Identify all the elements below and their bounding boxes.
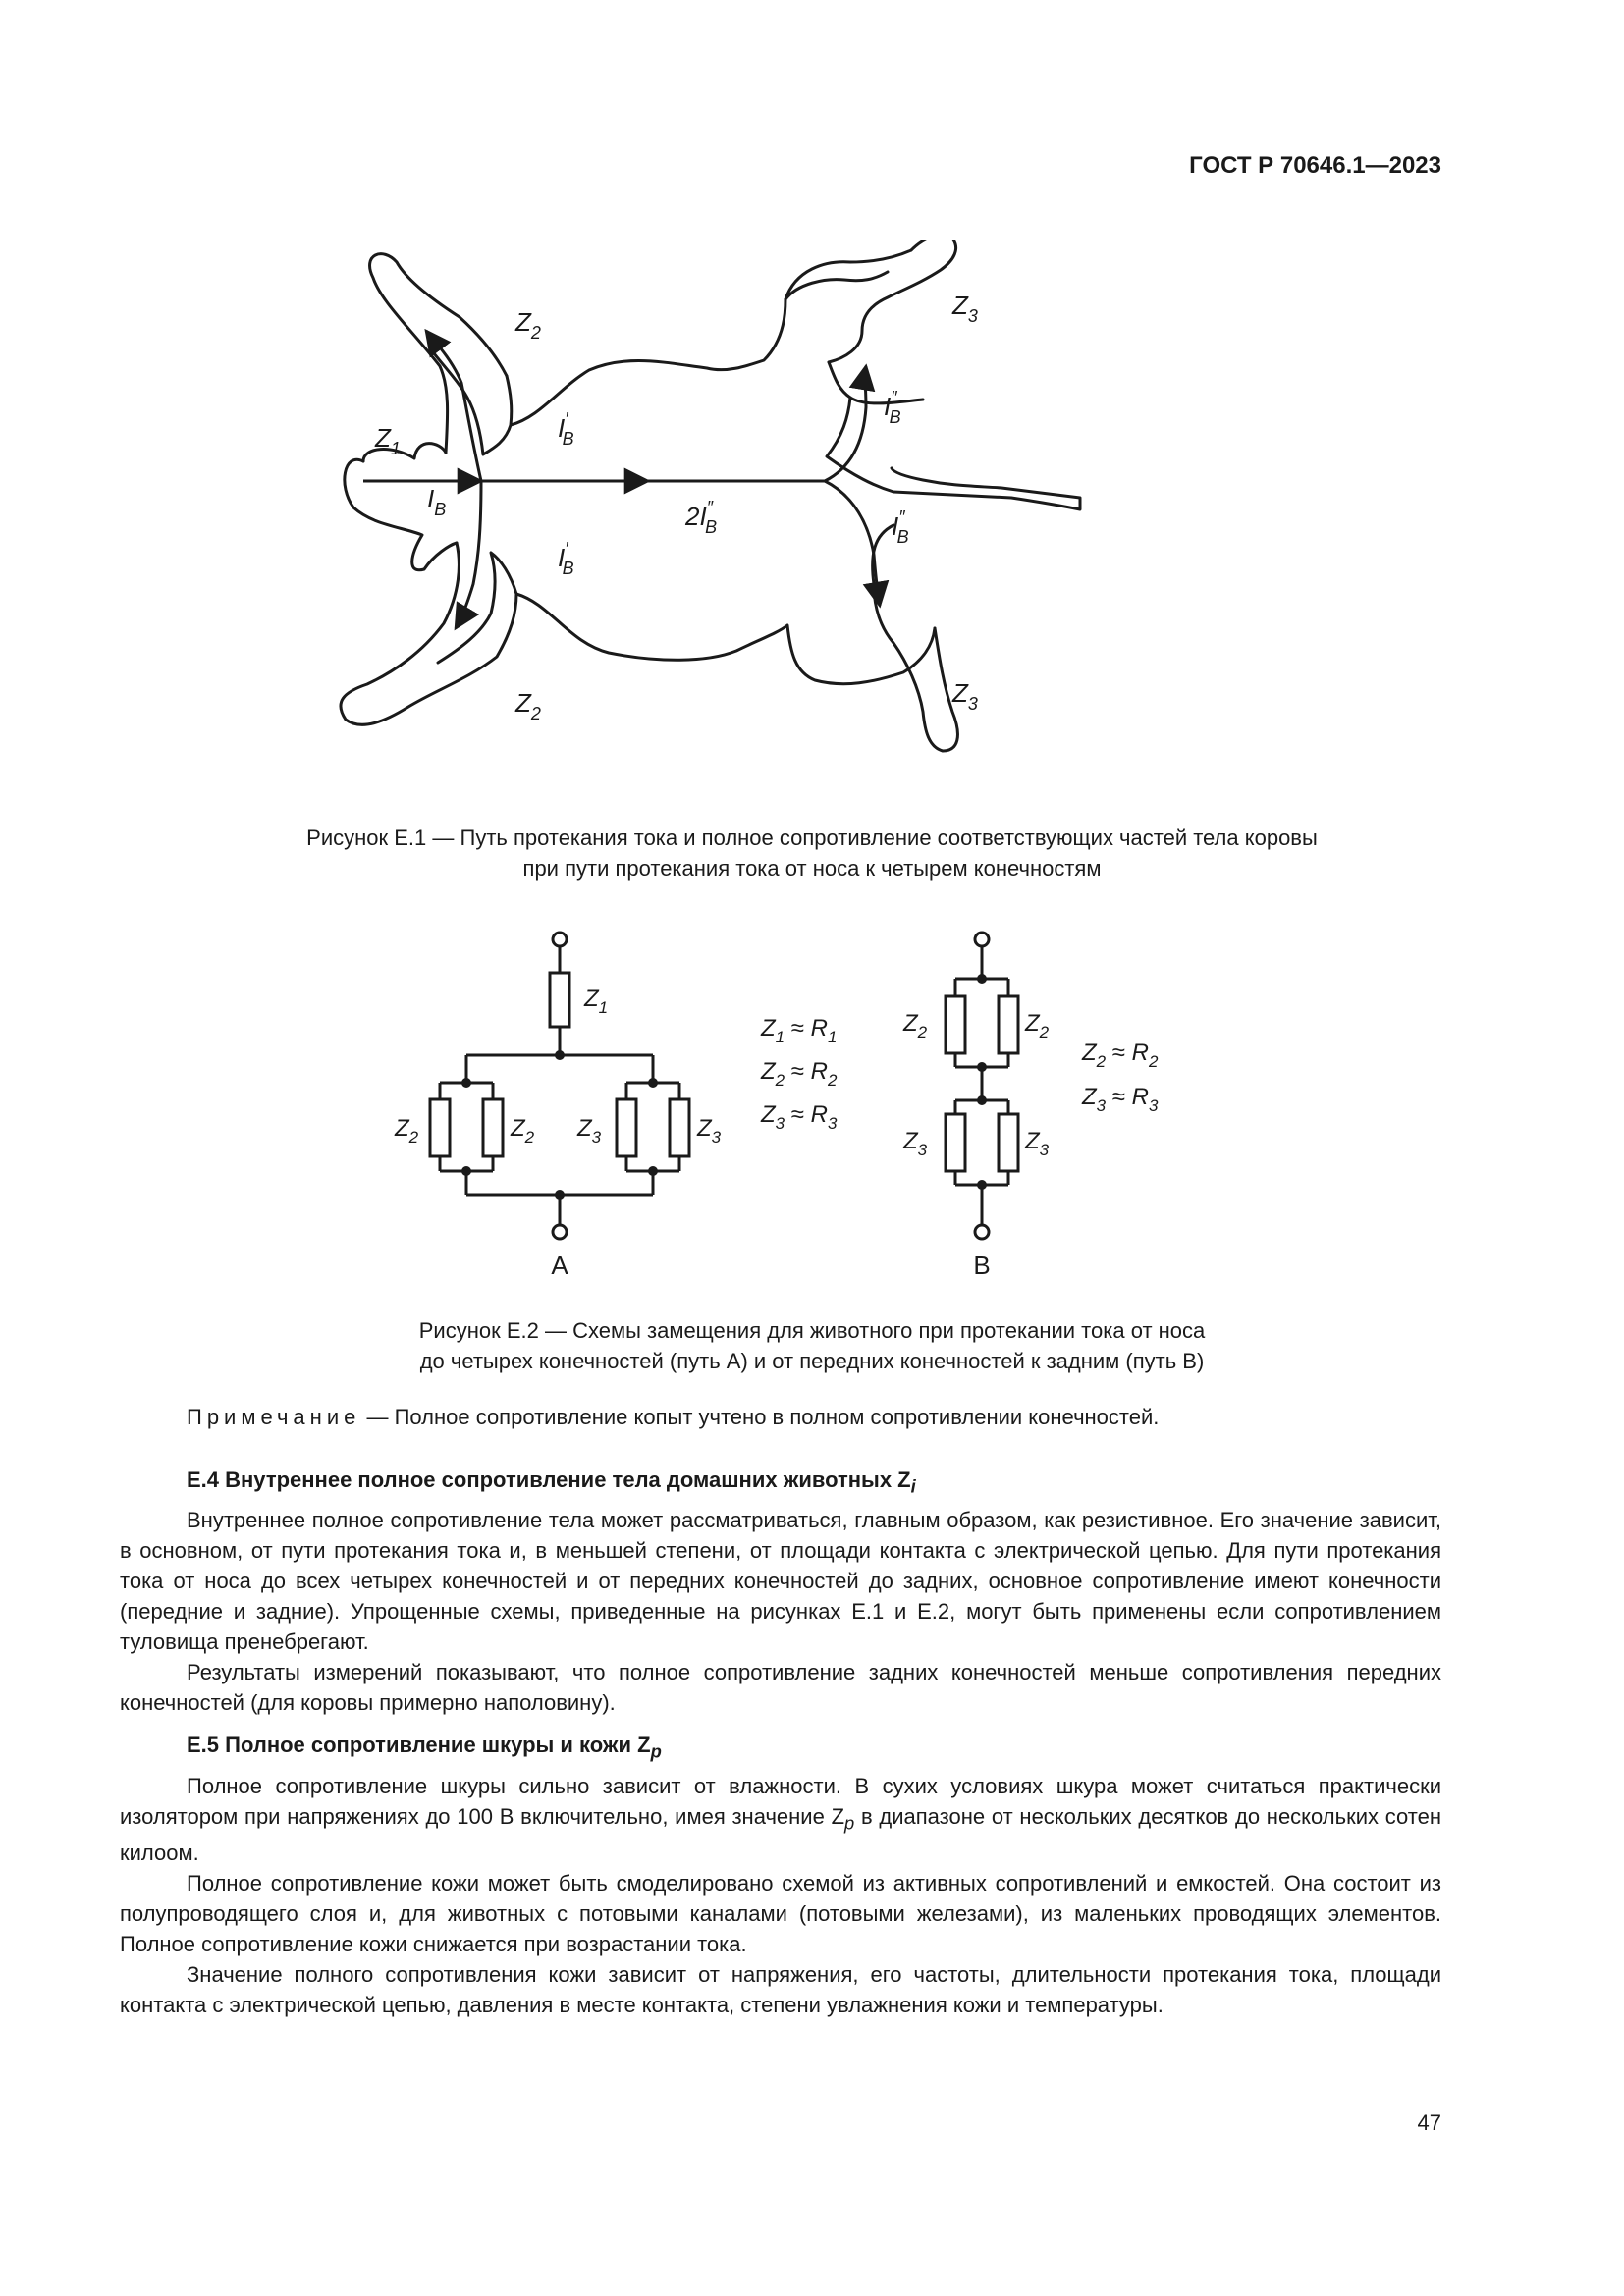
label-ib: $I_B$ bbox=[427, 484, 447, 519]
note-text: — Полное сопротивление копыт учтено в полном сопротивлении конечностей. bbox=[360, 1405, 1160, 1429]
circuit-b-label-z2-left: $Z_2$ bbox=[903, 1010, 928, 1041]
label-2ib: 2I″ B bbox=[685, 498, 718, 537]
label-z2-top: $Z_2$ bbox=[515, 307, 541, 343]
label-z3-bottom: $Z_3$ bbox=[952, 678, 978, 714]
current-hind-down-arrow bbox=[825, 481, 880, 606]
circuit-a-caption-label: A bbox=[551, 1251, 568, 1280]
circuit-b-resistor-z2-right bbox=[999, 996, 1018, 1053]
label-z2-bottom: $Z_2$ bbox=[515, 688, 541, 723]
note-label: Примечание bbox=[187, 1405, 361, 1429]
section-e5-paragraph-2: Полное сопротивление кожи может быть смоделировано схемой из активных сопротивлений и емкостей. Она состоит из полупроводящего слоя и, для животных с потовыми каналами (потовыми железами), из маленьких проводящих элементов. Полное сопротивление кожи снижается при возрастании тока. bbox=[120, 1871, 1441, 1957]
label-ib-front-top: I′ B bbox=[558, 409, 574, 449]
note bbox=[120, 1402, 1441, 1432]
figure-e1-caption bbox=[147, 823, 1477, 883]
standard-number: ГОСТ Р 70646.1—2023 bbox=[1189, 152, 1441, 179]
circuit-a-label-z2-left: $Z_2$ bbox=[395, 1115, 419, 1147]
circuit-a-resistor-z2-left bbox=[430, 1099, 450, 1156]
figure-e2-caption bbox=[147, 1315, 1477, 1376]
circuit-b-label-z3-left: $Z_3$ bbox=[903, 1128, 928, 1159]
circuit-b-resistor-z3-left bbox=[946, 1114, 965, 1171]
hind-leg-upper bbox=[829, 240, 956, 362]
equation-a-3: $Z_3 \approx R_3$ bbox=[761, 1101, 838, 1133]
figure-e2-caption-line1: Рисунок Е.2 — Схемы замещения для животного при протекании тока от носа bbox=[418, 1318, 1206, 1343]
equation-b-1: $Z_2 \approx R_2$ bbox=[1082, 1040, 1159, 1071]
hind-leg-lower-inner bbox=[829, 362, 923, 403]
section-e5-paragraph-1: Полное сопротивление шкуры сильно зависит от влажности. В сухих условиях шкура может считаться практически изолятором при напряжениях до 100 В включительно, имея значение $Z_p$ в диапазоне от нескольких десятков до нескольких сотен килоом. bbox=[120, 1773, 1441, 1866]
circuit-a-resistor-z1 bbox=[550, 973, 569, 1027]
label-z3-top: $Z_3$ bbox=[952, 291, 978, 326]
main-text bbox=[120, 1453, 1441, 2020]
circuit-a-resistor-z3-right bbox=[670, 1099, 689, 1156]
section-e5-paragraph-3: Значение полного сопротивления кожи зависит от напряжения, его частоты, длительности протекания тока, площади контакта с электрической цепью, давления в месте контакта, степени увлажнения кожи и температуры. bbox=[120, 1962, 1441, 2018]
circuit-a-resistor-z3-left bbox=[617, 1099, 636, 1156]
page-number: 47 bbox=[1417, 2110, 1441, 2135]
circuit-a-top-terminal bbox=[553, 933, 567, 946]
figure-e1-cow-diagram bbox=[324, 240, 1247, 771]
circuit-a-bottom-terminal bbox=[553, 1225, 567, 1239]
circuit-a-label-z3-left: $Z_3$ bbox=[577, 1115, 602, 1147]
figure-e2-circuits bbox=[383, 928, 1188, 1286]
figure-e2-caption-line2: до четырех конечностей (путь А) и от передних конечностей к задним (путь В) bbox=[419, 1349, 1205, 1373]
circuit-b-label-z2-right: $Z_2$ bbox=[1025, 1010, 1050, 1041]
section-e4-heading: Е.4 Внутреннее полное сопротивление тела домашних животных $Z_i$ bbox=[187, 1468, 916, 1497]
circuit-b-resistor-z3-right bbox=[999, 1114, 1018, 1171]
circuit-b-resistor-z2-left bbox=[946, 996, 965, 1053]
section-e4-paragraph-2: Результаты измерений показывают, что полное сопротивление задних конечностей меньше сопротивления передних конечностей (для коровы примерно наполовину). bbox=[120, 1660, 1441, 1716]
hind-leg-lower bbox=[874, 584, 957, 751]
figure-e1-caption-line2: при пути протекания тока от носа к четырем конечностям bbox=[522, 856, 1102, 881]
front-leg-lower-outer bbox=[341, 543, 516, 724]
label-ib-hind-top: I″ B bbox=[884, 388, 901, 427]
label-ib-hind-bottom: I″ B bbox=[892, 507, 909, 547]
figure-e1-caption-line1: Рисунок Е.1 — Путь протекания тока и полное сопротивление соответствующих частей тела коровы bbox=[306, 826, 1318, 850]
label-ib-front-bottom: I′ B bbox=[558, 539, 574, 578]
equation-a-1: $Z_1 \approx R_1$ bbox=[761, 1015, 838, 1046]
label-z1: $Z_1$ bbox=[375, 423, 401, 458]
circuit-a-resistor-z2-right bbox=[483, 1099, 503, 1156]
circuit-a-label-z2-right: $Z_2$ bbox=[511, 1115, 535, 1147]
circuit-b-caption-label: B bbox=[973, 1251, 991, 1280]
equation-a-2: $Z_2 \approx R_2$ bbox=[761, 1058, 838, 1090]
circuit-b-label-z3-right: $Z_3$ bbox=[1025, 1128, 1050, 1159]
circuit-a-label-z1: $Z_1$ bbox=[584, 986, 609, 1017]
section-e4-paragraph-1: Внутреннее полное сопротивление тела может рассматриваться, главным образом, как резистивное. Его значение зависит, в основном, от пути протекания тока и, в меньшей степени, от площади контакта с электрической цепью. Для пути протекания тока от носа до всех четырех конечностей и от передних конечностей до задних, основное сопротивление имеют конечности (передние и задние). Упрощенные схемы, приведенные на рисунках Е.1 и Е.2, могут быть применены если сопротивлением туловища пренебрегают. bbox=[120, 1508, 1441, 1655]
cow-belly-outline bbox=[516, 594, 935, 684]
section-e5-heading: Е.5 Полное сопротивление шкуры и кожи $Z_p$ bbox=[187, 1733, 662, 1762]
equation-b-2: $Z_3 \approx R_3$ bbox=[1082, 1084, 1159, 1115]
circuit-b-top-terminal bbox=[975, 933, 989, 946]
circuit-b-bottom-terminal bbox=[975, 1225, 989, 1239]
cow-tail bbox=[892, 468, 1080, 509]
circuit-a-label-z3-right: $Z_3$ bbox=[697, 1115, 722, 1147]
